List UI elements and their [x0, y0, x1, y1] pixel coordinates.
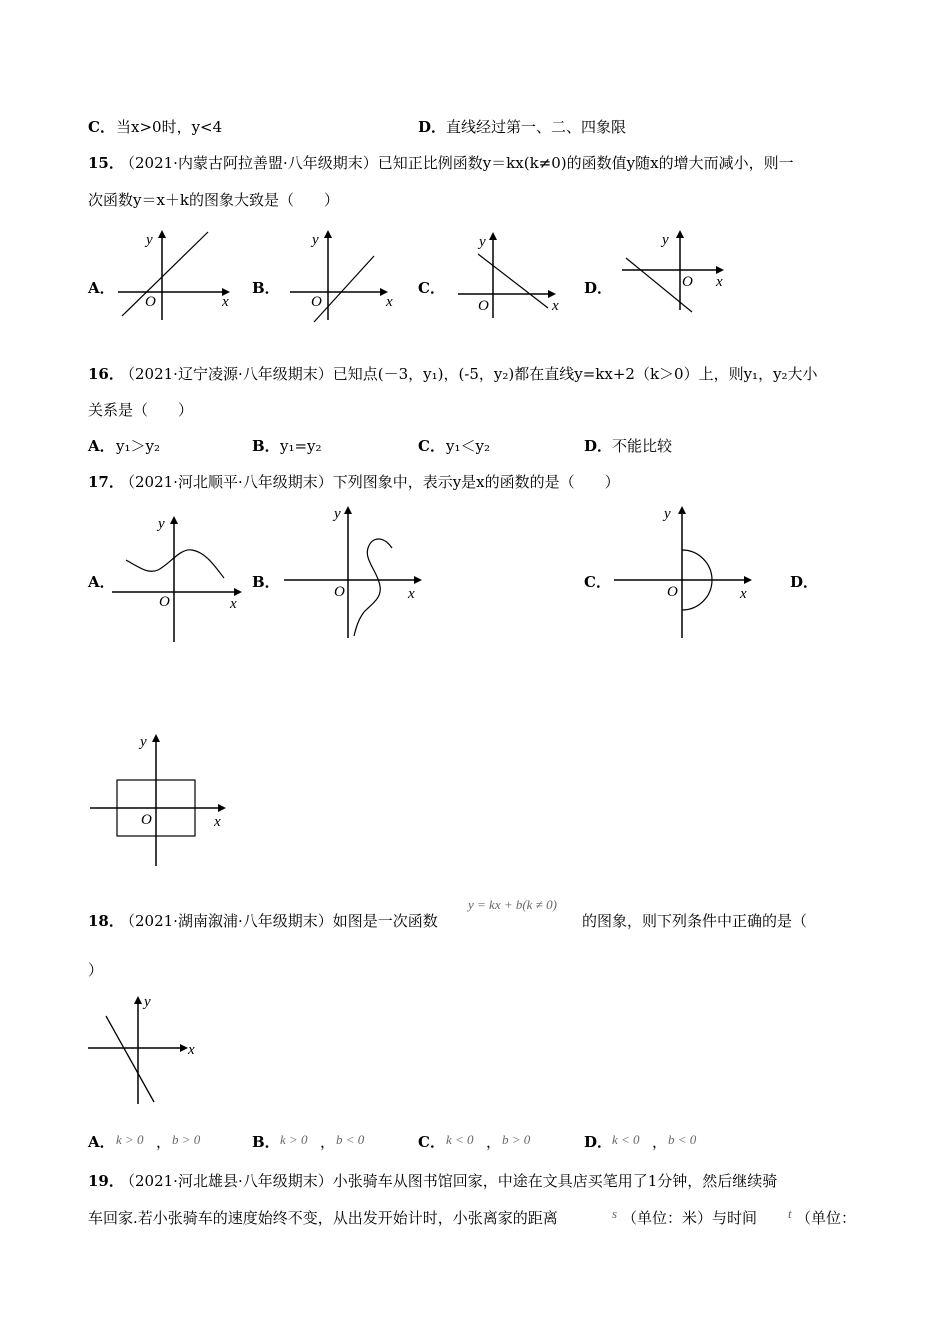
q15-graph-d [622, 228, 734, 320]
origin-label: O [159, 594, 170, 610]
q18-option-c-b: b > 0 [502, 1132, 531, 1147]
q17-graph-c [614, 502, 764, 640]
y-arrow [170, 516, 178, 524]
q16-number: 16． [88, 365, 124, 383]
x-label: x [222, 294, 229, 310]
q18-formula: y = kx + b(k ≠ 0) [468, 897, 557, 912]
y-label: y [479, 234, 486, 250]
x-label: x [408, 586, 415, 602]
graph-line [122, 232, 208, 316]
q18-graph [88, 992, 208, 1104]
q18-option-b-comma: ， [320, 1133, 336, 1151]
y-arrow [152, 734, 160, 742]
q18-option-a-b: b > 0 [172, 1132, 201, 1147]
x-label: x [740, 586, 747, 602]
y-arrow [676, 230, 684, 238]
q14-option-d-text: 直线经过第一、二、四象限 [446, 118, 627, 136]
q19-stem-line2a: 车回家.若小张骑车的速度始终不变，从出发开始计时，小张离家的距离 [88, 1209, 558, 1227]
y-label: y [140, 734, 147, 750]
q18-option-c-label: C． [418, 1133, 445, 1151]
q16-option-d-text: 不能比较 [612, 437, 673, 455]
q18-option-a-k: k > 0 [116, 1132, 144, 1147]
q15-graph-c [458, 228, 568, 320]
graph-line [106, 1016, 154, 1102]
q18-option-d-b: b < 0 [668, 1132, 697, 1147]
y-label: y [144, 994, 151, 1010]
q18-option-d-label: D． [584, 1133, 613, 1151]
q15-graph-a [118, 228, 238, 320]
q14-option-d-label: D． [418, 118, 447, 136]
q18-stem-line2: ） [88, 961, 104, 979]
q18-option-d-k: k < 0 [612, 1132, 640, 1147]
q16-option-a-text: y₁＞y₂ [116, 437, 160, 455]
origin-label: O [141, 812, 152, 828]
q16-stem-line1: （2021·辽宁凌源·八年级期末）已知点(－3，y₁)，(-5，y₂)都在直线y=kx+2（k＞0）上，则y₁，y₂大小 [120, 365, 818, 383]
q18-option-b-b: b < 0 [336, 1132, 365, 1147]
q17-label-d: D． [790, 573, 819, 591]
q15-label-a: A． [88, 279, 115, 297]
q18-option-a-label: A． [88, 1133, 115, 1151]
x-label: x [214, 814, 221, 830]
q19-stem-line2c: （单位： [796, 1209, 857, 1227]
q18-option-b-k: k > 0 [280, 1132, 308, 1147]
q18-option-b-label: B． [252, 1133, 280, 1151]
q15-stem-line1: （2021·内蒙古阿拉善盟·八年级期末）已知正比例函数y＝kx(k≠0)的函数值y随x的增大而减小，则一 [120, 154, 794, 172]
origin-label: O [311, 294, 322, 310]
origin-label: O [334, 584, 345, 600]
q18-option-c-comma: ， [486, 1133, 502, 1151]
x-arrow [414, 576, 422, 584]
q16-option-c-text: y₁＜y₂ [446, 437, 490, 455]
graph-line [314, 256, 374, 322]
y-label: y [334, 506, 341, 522]
q15-label-b: B． [252, 279, 280, 297]
q18-option-a-comma: ， [156, 1133, 172, 1151]
q15-label-c: C． [418, 279, 445, 297]
x-label: x [188, 1042, 195, 1058]
q16-option-b-label: B． [252, 437, 280, 455]
q18-stem-b: 的图象，则下列条件中正确的是（ [582, 912, 808, 930]
x-arrow [716, 266, 724, 274]
q16-option-d-label: D． [584, 437, 613, 455]
q18-option-d-comma: ， [652, 1133, 668, 1151]
q18-number: 18． [88, 912, 124, 930]
x-arrow [548, 290, 556, 298]
x-arrow [180, 1044, 188, 1052]
y-arrow [344, 506, 352, 514]
x-label: x [552, 298, 559, 314]
q15-stem-line2: 次函数y＝x＋k的图象大致是（ ） [88, 191, 340, 209]
y-arrow [489, 232, 497, 240]
y-arrow [134, 996, 142, 1004]
y-arrow [324, 230, 332, 238]
q16-option-a-label: A． [88, 437, 115, 455]
graph-curve [354, 539, 392, 636]
q16-option-c-label: C． [418, 437, 445, 455]
q19-var-s: s [612, 1206, 618, 1221]
x-arrow [744, 576, 752, 584]
x-label: x [716, 274, 723, 290]
origin-label: O [478, 298, 489, 314]
q17-graph-d [90, 730, 235, 868]
y-arrow [678, 506, 686, 514]
q14-option-c-text: 当x>0时，y<4 [116, 118, 223, 136]
q17-graph-b [284, 502, 434, 640]
y-label: y [312, 232, 319, 248]
q19-stem-line1: （2021·河北雄县·八年级期末）小张骑车从图书馆回家，中途在文具店买笔用了1分钟，然后继续骑 [120, 1172, 778, 1190]
q17-number: 17． [88, 473, 124, 491]
q15-graph-b [290, 228, 400, 320]
y-label: y [146, 232, 153, 248]
q16-option-b-text: y₁=y₂ [280, 437, 322, 455]
q19-number: 19． [88, 1172, 124, 1190]
x-label: x [230, 596, 237, 612]
q15-number: 15． [88, 154, 124, 172]
y-label: y [662, 232, 669, 248]
origin-label: O [682, 274, 693, 290]
origin-label: O [145, 294, 156, 310]
x-label: x [386, 294, 393, 310]
x-arrow [234, 588, 242, 596]
q17-label-b: B． [252, 573, 280, 591]
q17-label-c: C． [584, 573, 611, 591]
y-arrow [158, 230, 166, 238]
q17-graph-a [112, 512, 252, 644]
graph-curve [126, 550, 224, 578]
x-arrow [218, 804, 226, 812]
q17-label-a: A． [88, 573, 115, 591]
y-label: y [158, 516, 165, 532]
q14-option-c-label: C． [88, 118, 115, 136]
q19-var-t: t [788, 1206, 792, 1221]
q16-stem-line2: 关系是（ ） [88, 401, 194, 419]
q19-stem-line2b: （单位：米）与时间 [622, 1209, 758, 1227]
origin-label: O [667, 584, 678, 600]
y-label: y [664, 506, 671, 522]
q15-label-d: D． [584, 279, 613, 297]
q18-stem-a: （2021·湖南溆浦·八年级期末）如图是一次函数 [120, 912, 438, 930]
q18-option-c-k: k < 0 [446, 1132, 474, 1147]
q17-stem: （2021·河北顺平·八年级期末）下列图象中，表示y是x的函数的是（ ） [120, 473, 620, 491]
